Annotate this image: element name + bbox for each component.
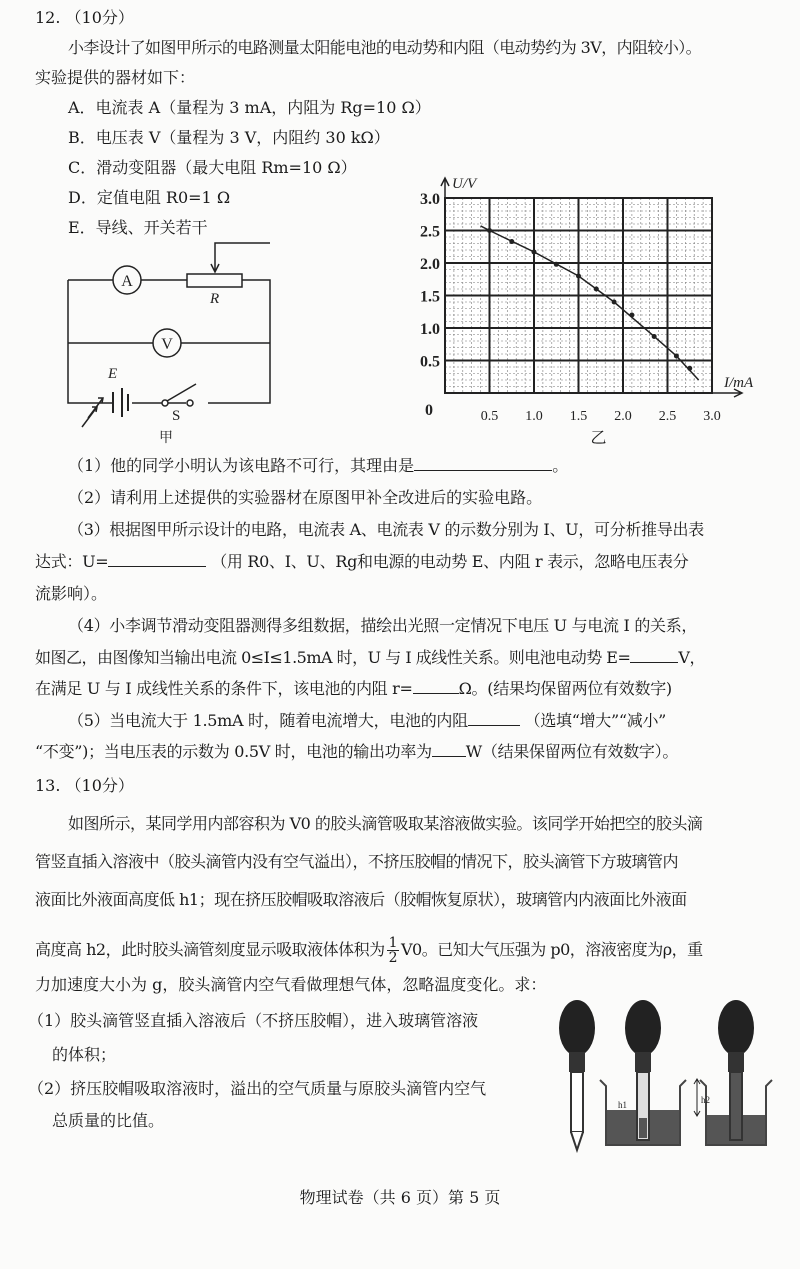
equipment-e: E．导线、开关若干 [68,218,208,237]
y-tick-label: 2.0 [420,256,440,273]
dropper-3 [694,1000,772,1145]
page-footer: 物理试卷（共 6 页）第 5 页 [299,1188,501,1207]
switch-symbol [167,384,196,401]
dropper-figure [540,990,780,1155]
x-axis-label: I/mA [724,375,754,391]
data-point [594,287,599,292]
h2-arrow-icon [694,1079,700,1116]
y-tick-label: 1.0 [420,321,440,338]
battery-symbol [113,388,128,417]
figure-jia-caption: 甲 [159,431,173,446]
figure-yi-caption: 乙 [590,430,607,447]
q12-sub4-b [35,648,705,668]
y-tick-label: 2.5 [420,223,440,241]
sub3-pre: 达式：U= [35,552,109,571]
data-point [652,334,657,339]
q12-sub3-c: 流影响）。 [35,584,108,603]
q13-p5: 力加速度大小为 g，胶头滴管内空气看做理想气体，忽略温度变化。求： [35,975,547,994]
q12-number: 12. [35,8,61,27]
sub1-text: （1）他的同学小明认为该电路不可行，其理由是 [68,456,415,475]
y-axis-label: U/V [452,176,477,192]
sub1-end: 。 [552,456,569,475]
data-point [629,313,634,318]
q13-s1-b: 的体积； [52,1045,117,1064]
x-tick-label: 2.0 [614,409,632,424]
q12-sub1 [68,456,568,476]
equipment-a: A．电流表 A（量程为 3 mA，内阻为 Rg=10 Ω） [68,98,431,117]
dropper-1 [559,1000,595,1150]
q12-heading [35,8,134,28]
fraction-half [387,936,399,965]
data-point [674,353,679,358]
q13-p3: 液面比外液面高度低 h1；现在挤压胶帽吸取溶液后（胶帽恢复原状），玻璃管内内液面比外液面 [35,890,687,909]
sub5a-pre: （5）当电流大于 1.5mA 时，随着电流增大，电池的内阻 [68,711,468,730]
answer-blank-5a[interactable] [468,711,520,726]
origin-label: 0 [425,402,433,419]
equipment-c: C．滑动变阻器（最大电阻 Rm=10 Ω） [68,158,357,177]
q12-sub5-b [35,742,678,762]
q12-sub3-a: （3）根据图甲所示设计的电路，电流表 A、电流表 V 的示数分别为 I、U，可分析推导出表 [68,520,704,539]
q12-sub2: （2）请利用上述提供的实验器材在原图甲补全改进后的实验电路。 [68,488,543,507]
h1-label: h1 [618,1100,627,1110]
answer-blank-1[interactable] [414,456,552,471]
voltmeter-label: V [161,336,173,353]
frac-num: 1 [388,935,397,951]
switch-label: S [172,408,181,424]
x-tick-label: 2.5 [658,409,677,424]
q12-sub5-a [68,711,666,731]
equipment-b: B．电压表 V（量程为 3 V，内阻约 30 kΩ） [68,128,390,147]
sub4c-post: Ω。(结果均保留两位有效数字) [458,679,672,698]
q12-sub3-b [35,552,688,572]
q12-sub4-c [35,679,672,699]
q13-s1-a: （1）胶头滴管竖直插入溶液后（不挤压胶帽），进入玻璃管溶液 [28,1011,479,1030]
q12-score: （10分） [65,8,134,27]
y-tick-label: 1.5 [420,288,440,306]
slider-arrow-icon [211,243,270,272]
data-point [487,228,492,233]
data-point [612,300,617,305]
y-tick-label: 0.5 [420,353,440,371]
circuit-diagram [40,235,300,450]
q12-sub4-a: （4）小李调节滑动变阻器测得多组数据，描绘出光照一定情况下电压 U 与电流 I 的关系， [68,616,698,635]
sub4b-pre: 如图乙，由图像知当输出电流 0≤I≤1.5mA 时，U 与 I 成线性关系。则电池电动势 E= [35,648,631,667]
sub5a-post: （选填“增大”“减小” [524,711,667,730]
sub4b-post: V， [678,648,705,667]
q12-intro-2: 实验提供的器材如下： [35,68,196,87]
q13-number: 13. [35,776,61,795]
y-tick-label: 3.0 [420,191,440,208]
q12-intro-1: 小李设计了如图甲所示的电路测量太阳能电池的电动势和内阻（电动势约为 3V，内阻较小）。 [68,38,702,57]
q13-p4 [35,930,703,970]
answer-blank-r[interactable] [413,679,459,694]
q13-score: （10分） [65,776,134,795]
q13-heading [35,776,134,796]
sub5b-post: W（结果保留两位有效数字）。 [465,742,679,761]
sub5b-pre: “不变”)；当电压表的示数为 0.5V 时，电池的输出功率为 [35,742,432,761]
h2-label: h2 [701,1095,710,1105]
rheostat-label: R [210,291,220,307]
ammeter-label: A [121,273,133,290]
u-i-graph [400,170,780,450]
p4-pre: 高度高 h2，此时胶头滴管刻度显示吸取液体体积为 [35,940,385,959]
rheostat-symbol [187,274,242,287]
equipment-d: D．定值电阻 R0=1 Ω [68,188,231,207]
data-point [532,249,537,254]
data-point [554,262,559,267]
emf-label: E [108,366,118,382]
sub3-post: （用 R0、I、U、Rg和电源的电动势 E、内阻 r 表示，忽略电压表分 [211,552,689,571]
data-point [509,239,514,244]
answer-blank-emf[interactable] [630,648,678,663]
answer-blank-5b[interactable] [432,742,466,757]
data-point [687,366,692,371]
x-tick-label: 1.0 [525,409,543,424]
q13-p2: 管竖直插入溶液中（胶头滴管内没有空气溢出），不挤压胶帽的情况下，胶头滴管下方玻璃管内 [35,852,679,871]
frac-den: 2 [388,950,397,966]
q13-p1: 如图所示，某同学用内部容积为 V0 的胶头滴管吸取某溶液做实验。该同学开始把空的胶头滴 [68,814,703,833]
sub4c-pre: 在满足 U 与 I 成线性关系的条件下，该电池的内阻 r= [35,679,413,698]
x-tick-label: 0.5 [480,409,499,424]
x-tick-label: 1.5 [569,409,588,424]
answer-blank-3[interactable] [108,552,206,567]
dropper-2 [600,1000,686,1145]
q13-s2-a: （2）挤压胶帽吸取溶液时，溢出的空气质量与原胶头滴管内空气 [28,1079,487,1098]
p4-post: V0。已知大气压强为 p0，溶液密度为ρ，重 [401,940,703,959]
data-point [576,274,581,279]
x-tick-label: 3.0 [703,409,721,424]
q13-s2-b: 总质量的比值。 [52,1111,165,1130]
